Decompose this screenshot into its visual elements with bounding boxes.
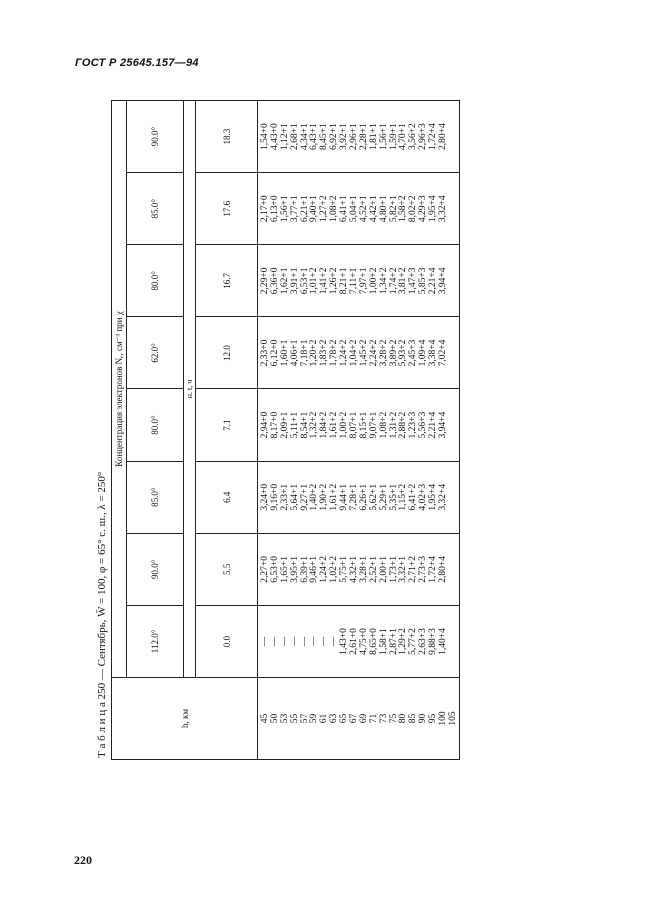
cell-value: 3,38+4	[428, 339, 439, 367]
cell-value: 1,61+2	[329, 483, 340, 511]
height-value: 73	[378, 713, 389, 724]
cell-value: —	[329, 636, 340, 647]
cell-value: —	[309, 636, 320, 647]
cell-value: 2,24+2	[368, 339, 379, 367]
cell-value	[449, 534, 459, 605]
cell-value: 8,17+0	[269, 411, 280, 439]
cell-value: 3,24+0	[260, 483, 270, 511]
angle-header: 90.0°	[127, 101, 184, 173]
cell-value: —	[269, 636, 280, 647]
value-column	[258, 317, 460, 389]
page-number: 220	[74, 853, 92, 867]
height-value: 100	[438, 711, 449, 726]
cell-value: 8,21+1	[339, 267, 350, 295]
cell-value: 3,81+2	[398, 267, 409, 295]
time-header: 5.5	[196, 533, 258, 605]
cell-value: 1,41+2	[319, 267, 330, 295]
cell-value: 2,61+0	[349, 628, 360, 655]
cell-value: 5,04+1	[349, 195, 360, 223]
cell-value: —	[260, 636, 270, 647]
cell-value: 2,71+2	[408, 555, 419, 583]
value-column	[258, 245, 460, 317]
time-row	[196, 101, 258, 760]
cell-value: 1,95+4	[428, 195, 439, 223]
rotated-table-block	[93, 95, 538, 760]
cell-value: 4,43+0	[269, 123, 280, 150]
cell-value: 2,21+4	[428, 411, 439, 439]
cell-value: 6,39+1	[299, 555, 310, 583]
height-value: 69	[358, 713, 369, 724]
cell-value: 4,52+1	[358, 195, 369, 223]
value-column	[258, 101, 460, 173]
cell-value	[449, 606, 459, 677]
cell-value: 7,97+1	[358, 267, 369, 295]
cell-value: 9,27+1	[299, 483, 310, 511]
cell-value: 1,56+1	[378, 123, 389, 150]
cell-value: 5,11+1	[289, 411, 300, 439]
cell-value: 5,82+1	[388, 195, 399, 223]
angle-header: 80.0°	[127, 245, 184, 317]
cell-value: —	[279, 636, 290, 647]
cell-value: 6,41+1	[339, 195, 350, 223]
height-value: 45	[260, 713, 270, 724]
cell-value: 1,01+2	[309, 267, 320, 295]
cell-value: 9,16+0	[269, 483, 280, 511]
height-value: 63	[329, 713, 340, 724]
cell-value: 3,77+1	[289, 195, 300, 223]
time-header: 6.4	[196, 461, 258, 533]
cell-value: 2,87+1	[388, 628, 399, 655]
cell-value: 6,36+0	[269, 267, 280, 295]
time-header: 16.7	[196, 245, 258, 317]
cell-value: 1,00+2	[368, 267, 379, 295]
cell-value: 7,02+4	[438, 339, 449, 367]
cell-value: 3,56+2	[408, 123, 419, 150]
cell-value: 6,92+1	[329, 123, 340, 150]
cell-value: 9,46+1	[309, 555, 320, 583]
height-value: 85	[408, 713, 419, 724]
cell-value: 1,00+2	[339, 411, 350, 439]
cell-value: 8,45+1	[319, 123, 330, 150]
cell-value: 1,58+2	[398, 195, 409, 223]
cell-value: 1,61+2	[329, 411, 340, 439]
value-column	[258, 533, 460, 605]
cell-value: 1,54+0	[260, 123, 270, 150]
angle-row	[127, 101, 184, 760]
angle-header: 90.0°	[127, 533, 184, 605]
cell-value: 1,34+2	[378, 267, 389, 295]
cell-value: 6,21+1	[299, 195, 310, 223]
data-table	[111, 100, 460, 760]
cell-value: 7,11+1	[349, 267, 360, 295]
cell-value: 1,83+2	[319, 339, 330, 367]
cell-value: 1,08+2	[329, 195, 340, 223]
time-header: 18.3	[196, 101, 258, 173]
cell-value: 1,40+2	[309, 483, 320, 511]
cell-value: 1,72+4	[428, 123, 439, 150]
cell-value: 1,24+2	[339, 339, 350, 367]
cell-value: 3,28+2	[378, 339, 389, 367]
angle-header: 112.0°	[127, 605, 184, 677]
cell-value: 3,32+1	[398, 555, 409, 583]
cell-value: 1,47+3	[408, 267, 419, 295]
cell-value: 1,24+2	[319, 555, 330, 583]
cell-value: 5,75+1	[339, 555, 350, 583]
cell-value: 4,06+1	[289, 339, 300, 367]
cell-value: 6,43+1	[309, 123, 320, 150]
cell-value: —	[289, 636, 300, 647]
data-row	[258, 101, 460, 760]
cell-value: 6,12+0	[269, 339, 280, 367]
cell-value: 2,28+1	[358, 123, 369, 150]
cell-value: 5,85+3	[418, 267, 429, 295]
cell-value: 4,34+1	[299, 123, 310, 150]
cell-value: 3,94+4	[438, 411, 449, 439]
cell-value	[449, 173, 459, 244]
height-value: 61	[319, 713, 330, 724]
height-value: 57	[299, 713, 310, 724]
cell-value: 2,29+0	[260, 267, 270, 295]
cell-value: 6,41+2	[408, 483, 419, 511]
cell-value: 1,73+1	[388, 555, 399, 583]
height-value: 90	[418, 713, 429, 724]
cell-value	[449, 101, 459, 172]
table-caption: Т а б л и ц а 250 — Сентябрь, W̄ = 100, φ = 65° с. ш., λ = 250°	[96, 471, 108, 758]
cell-value: 6,13+0	[269, 195, 280, 223]
cell-value: 9,40+1	[309, 195, 320, 223]
cell-value: 2,88+2	[398, 411, 409, 439]
cell-value: 7,18+1	[299, 339, 310, 367]
cell-value	[449, 245, 459, 316]
cell-value: 1,29+2	[398, 628, 409, 655]
cell-value: 3,91+1	[289, 267, 300, 295]
cell-value: 5,64+1	[289, 483, 300, 511]
height-value: 59	[309, 713, 320, 724]
cell-value: 1,72+4	[428, 555, 439, 583]
angle-header: 62.0°	[127, 317, 184, 389]
value-column	[258, 605, 460, 677]
cell-value: 3,32+4	[438, 483, 449, 511]
height-value: 95	[428, 713, 439, 724]
cell-value: 5,93+2	[398, 339, 409, 367]
time-header: 0.0	[196, 605, 258, 677]
height-value: 71	[368, 713, 379, 724]
cell-value: 4,70+1	[398, 123, 409, 150]
cell-value: 1,65+1	[279, 555, 290, 583]
cell-value: 3,92+1	[339, 123, 350, 150]
cell-value	[449, 317, 459, 388]
cell-value: 1,04+2	[349, 339, 360, 367]
height-value: 105	[447, 711, 458, 726]
cell-value: 1,59+1	[388, 123, 399, 150]
cell-value: 9,44+1	[339, 483, 350, 511]
cell-value: 5,35+1	[388, 483, 399, 511]
time-label: н. t, ч	[184, 101, 196, 678]
cell-value: 4,02+3	[418, 483, 429, 511]
cell-value: 2,17+0	[260, 195, 270, 223]
cell-value: —	[299, 636, 310, 647]
cell-value: 5,56+3	[418, 411, 429, 439]
cell-value: 2,96+3	[418, 123, 429, 150]
cell-value: 1,78+2	[329, 339, 340, 367]
cell-value: 1,81+1	[368, 123, 379, 150]
cell-value: 3,28+1	[358, 555, 369, 583]
cell-value: 4,80+1	[378, 195, 389, 223]
row-header-cell	[112, 678, 258, 760]
cell-value: 3,94+4	[438, 267, 449, 295]
cell-value: 1,43+0	[339, 628, 350, 655]
height-value: 65	[339, 713, 350, 724]
cell-value: 4,42+1	[368, 195, 379, 223]
cell-value: 2,73+3	[418, 555, 429, 583]
cell-value: 2,80+4	[438, 123, 449, 150]
cell-value: 1,58+1	[378, 628, 389, 655]
cell-value: 6,53+1	[299, 267, 310, 295]
cell-value: 2,00+1	[378, 555, 389, 583]
angle-header: 85.0°	[127, 173, 184, 245]
cell-value: 1,31+2	[388, 411, 399, 439]
cell-value	[449, 390, 459, 461]
height-value: 50	[269, 713, 280, 724]
group-header: Концентрация электронов Nₑ, см⁻³ при χ	[112, 101, 127, 678]
cell-value: 1,95+4	[428, 483, 439, 511]
cell-value: 2,21+4	[428, 267, 439, 295]
document-header: ГОСТ Р 25645.157—94	[75, 57, 199, 69]
cell-value: 1,12+1	[279, 123, 290, 150]
cell-value: 8,02+2	[408, 195, 419, 223]
cell-value: 1,26+2	[329, 267, 340, 295]
cell-value: 3,89+2	[388, 339, 399, 367]
cell-value: 5,62+1	[368, 483, 379, 511]
time-header: 7.1	[196, 389, 258, 461]
heights-column	[258, 678, 460, 760]
cell-value: 1,08+2	[378, 411, 389, 439]
cell-value: 1,84+2	[319, 411, 330, 439]
cell-value	[449, 462, 459, 533]
cell-value: 3,95+1	[289, 555, 300, 583]
cell-value: 1,62+1	[279, 267, 290, 295]
cell-value: 1,40+4	[438, 628, 449, 655]
cell-value: 1,09+4	[418, 339, 429, 367]
cell-value: 3,32+4	[438, 195, 449, 223]
cell-value: 6,53+0	[269, 555, 280, 583]
cell-value: 8,65+0	[368, 628, 379, 655]
cell-value: 1,45+2	[358, 339, 369, 367]
cell-value: 5,77+2	[408, 628, 419, 655]
cell-value: 1,74+2	[388, 267, 399, 295]
height-value: 55	[289, 713, 300, 724]
height-value: 53	[279, 713, 290, 724]
value-column	[258, 173, 460, 245]
cell-value: 7,28+1	[349, 483, 360, 511]
cell-value: 9,88+3	[428, 628, 439, 655]
cell-value: 2,63+3	[418, 628, 429, 655]
cell-value: 2,33+0	[260, 339, 270, 367]
cell-value: 1,02+2	[329, 555, 340, 583]
value-column	[258, 389, 460, 461]
cell-value: 2,52+1	[368, 555, 379, 583]
cell-value: 8,07+1	[349, 411, 360, 439]
height-value: 67	[349, 713, 360, 724]
cell-value: 8,54+1	[299, 411, 310, 439]
height-value: 80	[398, 713, 409, 724]
cell-value: 2,45+3	[408, 339, 419, 367]
cell-value: 1,32+2	[309, 411, 320, 439]
cell-value: 1,27+2	[319, 195, 330, 223]
cell-value: 2,09+1	[279, 411, 290, 439]
cell-value: 2,96+1	[349, 123, 360, 150]
value-column	[258, 461, 460, 533]
row-header: h, км	[179, 708, 190, 729]
cell-value: 1,56+1	[279, 195, 290, 223]
cell-value: 2,80+4	[438, 555, 449, 583]
cell-value: —	[319, 636, 330, 647]
time-header: 17.6	[196, 173, 258, 245]
cell-value: 8,15+1	[358, 411, 369, 439]
time-header: 12.0	[196, 317, 258, 389]
cell-value: 5,29+1	[378, 483, 389, 511]
cell-value: 2,27+0	[260, 555, 270, 583]
cell-value: 4,29+3	[418, 195, 429, 223]
cell-value: 4,75+0	[358, 628, 369, 655]
cell-value: 1,90+2	[319, 483, 330, 511]
cell-value: 2,33+1	[279, 483, 290, 511]
cell-value: 1,23+3	[408, 411, 419, 439]
cell-value: 1,60+1	[279, 339, 290, 367]
cell-value: 4,32+1	[349, 555, 360, 583]
angle-header: 85.0°	[127, 461, 184, 533]
cell-value: 6,26+1	[358, 483, 369, 511]
cell-value: 1,15+2	[398, 483, 409, 511]
cell-value: 1,20+2	[309, 339, 320, 367]
cell-value: 9,07+1	[368, 411, 379, 439]
angle-header: 80.0°	[127, 389, 184, 461]
cell-value: 2,94+0	[260, 411, 270, 439]
height-value: 75	[388, 713, 399, 724]
cell-value: 2,68+1	[289, 123, 300, 150]
